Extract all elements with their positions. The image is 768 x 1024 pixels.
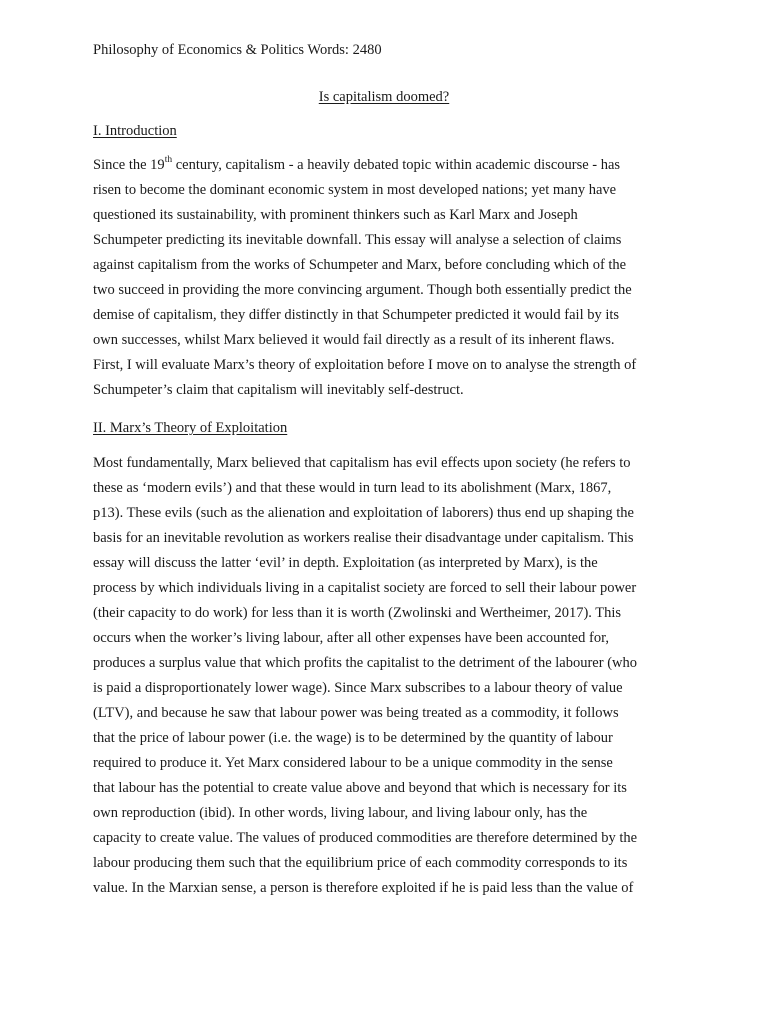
paragraph-line: process by which individuals living in a capitalist society are forced to sell their labour power — [93, 580, 637, 596]
line-text: Since the 19 — [93, 157, 165, 173]
section-heading-text: II. Marx’s Theory of Exploitation — [93, 420, 288, 436]
paragraph-line: own reproduction (ibid). In other words, living labour, and living labour only, has the — [93, 805, 588, 821]
paragraph-line: Most fundamentally, Marx believed that capitalism has evil effects upon society (he refers to — [93, 455, 631, 471]
paragraph-line: essay will discuss the latter ‘evil’ in depth. Exploitation (as interpreted by Marx), is the — [93, 555, 598, 571]
paragraph-line: basis for an inevitable revolution as workers realise their disadvantage under capitalism. This — [93, 530, 634, 546]
paragraph-line: own successes, whilst Marx believed it would fail directly as a result of its inherent flaws. — [93, 332, 615, 348]
section-heading-text: I. Introduction — [93, 123, 177, 139]
document-title — [0, 87, 768, 107]
paragraph-line: that labour has the potential to create value above and beyond that which is necessary for its — [93, 780, 627, 796]
paragraph-line: p13). These evils (such as the alienation and exploitation of laborers) thus end up shaping the — [93, 505, 634, 521]
paragraph-exploitation — [93, 451, 673, 901]
section-heading-introduction — [93, 121, 177, 141]
paragraph-line: demise of capitalism, they differ distinctly in that Schumpeter predicted it would fail by its — [93, 307, 620, 323]
document-header: Philosophy of Economics & Politics Words: 2480 — [93, 42, 382, 58]
paragraph-line: capacity to create value. The values of produced commodities are therefore determined by the — [93, 830, 638, 846]
superscript-text: th — [164, 155, 173, 166]
paragraph-line: required to produce it. Yet Marx considered labour to be a unique commodity in the sense — [93, 755, 613, 771]
section-heading-exploitation — [93, 418, 287, 438]
paragraph-line — [93, 153, 673, 178]
paragraph-line: (LTV), and because he saw that labour power was being treated as a commodity, it follows — [93, 705, 619, 721]
paragraph-line: produces a surplus value that which profits the capitalist to the detriment of the labourer (who — [93, 655, 637, 671]
paragraph-line: Schumpeter’s claim that capitalism will inevitably self-destruct. — [93, 382, 464, 398]
paragraph-line: against capitalism from the works of Schumpeter and Marx, before concluding which of the — [93, 257, 627, 273]
paragraph-line: risen to become the dominant economic system in most developed nations; yet many have — [93, 182, 617, 198]
line-text: century, capitalism - a heavily debated topic within academic discourse - has — [172, 157, 621, 173]
paragraph-line: these as ‘modern evils’) and that these would in turn lead to its abolishment (Marx, 1867, — [93, 480, 612, 496]
paragraph-line: questioned its sustainability, with prominent thinkers such as Karl Marx and Joseph — [93, 207, 578, 223]
paragraph-line: Schumpeter predicting its inevitable downfall. This essay will analyse a selection of claims — [93, 232, 622, 248]
paragraph-line: labour producing them such that the equilibrium price of each commodity corresponds to its — [93, 855, 628, 871]
paragraph-line: First, I will evaluate Marx’s theory of exploitation before I move on to analyse the strength of — [93, 357, 637, 373]
paragraph-line: two succeed in providing the more convincing argument. Though both essentially predict the — [93, 282, 632, 298]
paragraph-line: (their capacity to do work) for less than it is worth (Zwolinski and Wertheimer, 2017). This — [93, 605, 622, 621]
paragraph-introduction — [93, 153, 673, 403]
paragraph-line: occurs when the worker’s living labour, after all other expenses have been accounted for, — [93, 630, 609, 646]
paragraph-line: value. In the Marxian sense, a person is therefore exploited if he is paid less than the value of — [93, 880, 634, 896]
document-title-text: Is capitalism doomed? — [318, 89, 450, 105]
paragraph-line: that the price of labour power (i.e. the wage) is to be determined by the quantity of labour — [93, 730, 613, 746]
paragraph-line: is paid a disproportionately lower wage). Since Marx subscribes to a labour theory of value — [93, 680, 623, 696]
